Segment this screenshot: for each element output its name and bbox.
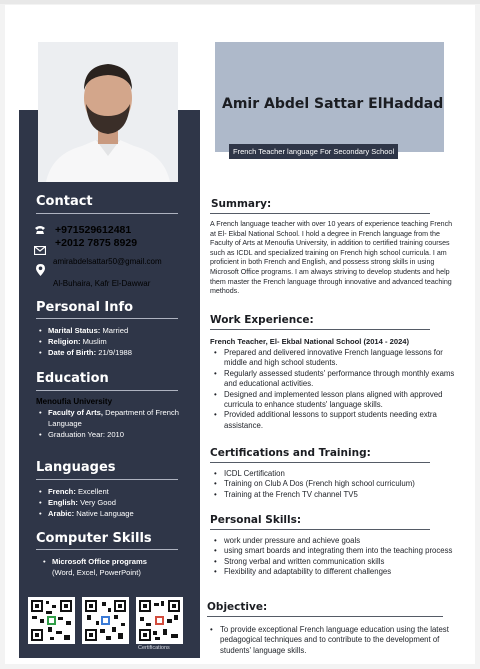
list-item: • Designed and implemented lesson plans aligned with approved curricula to enhance students' language skills.	[211, 390, 459, 411]
work-list	[211, 348, 459, 431]
personal-info-heading: Personal Info	[36, 300, 134, 315]
personal-skills-list	[211, 536, 459, 578]
work-divider	[210, 329, 430, 330]
list-item: • To provide exceptional French language education using the latest pedagogical techniques and to contribute to the development of students' language skills.	[207, 625, 459, 656]
phone-number-2[interactable]: +2012 7875 8929	[55, 237, 138, 249]
list-item: • Training on Club A Dos (French high school curriculum)	[211, 479, 459, 489]
phone-icon	[33, 224, 47, 236]
computer-skills-divider	[36, 549, 178, 550]
qr-codes	[28, 597, 183, 644]
personal-info-divider	[36, 318, 178, 319]
list-item: • ICDL Certification	[211, 469, 459, 479]
certifications-heading: Certifications and Training:	[210, 447, 371, 459]
contact-divider	[36, 213, 178, 214]
list-item: • Microsoft Office programs (Word, Excel, PowerPoint)	[42, 556, 192, 578]
education-divider	[36, 390, 178, 391]
list-item: • Flexibility and adaptability to different challenges	[211, 567, 459, 577]
qr-code[interactable]	[136, 597, 183, 644]
phone-row	[33, 224, 137, 250]
list-item: • Training at the French TV channel TV5	[211, 490, 459, 500]
mail-icon	[33, 244, 47, 256]
languages-heading: Languages	[36, 460, 116, 475]
list-item: • Prepared and delivered innovative French language lessons for middle and high school students.	[211, 348, 459, 369]
personal-skills-heading: Personal Skills:	[210, 514, 302, 526]
computer-skills-heading: Computer Skills	[36, 531, 152, 546]
certifications-divider	[210, 462, 430, 463]
address-text: Al-Buhaira, Kafr El-Dawwar	[53, 279, 151, 288]
list-item: • French: Excellent	[38, 486, 188, 497]
summary-text: A French language teacher with over 10 years of experience teaching French at El- Ekbal National School. I hold a degree in French language from the Faculty of Arts at Menoufia University, in addition to certified training courses such as ICDL and specialized training on French high school curricula. I am proficient in both French and English, and possess strong skills in using Microsoft Office programs. I am always striving to develop students and help them master the French language through innovative and advanced teaching methods.	[210, 220, 453, 296]
list-item: • Strong verbal and written communication skills	[211, 557, 459, 567]
list-item: • Date of Birth: 21/9/1988	[38, 347, 188, 358]
list-item: • using smart boards and integrating them into the teaching process	[211, 546, 459, 556]
objective-list	[207, 625, 459, 656]
job-title-badge: French Teacher language For Secondary School	[229, 144, 398, 159]
full-name: Amir Abdel Sattar ElHaddad	[222, 96, 444, 112]
certifications-list	[211, 469, 459, 500]
list-item: • Arabic: Native Language	[38, 508, 188, 519]
objective-heading: Objective:	[207, 601, 268, 613]
list-item: • Religion: Muslim	[38, 336, 188, 347]
top-border	[0, 0, 480, 4]
list-item: • English: Very Good	[38, 497, 188, 508]
qr-code[interactable]	[28, 597, 75, 644]
profile-photo	[38, 42, 178, 182]
education-heading: Education	[36, 371, 109, 386]
list-item: • work under pressure and achieve goals	[211, 536, 459, 546]
list-item: • Marital Status: Married	[38, 325, 188, 336]
mail-icon-row	[33, 244, 47, 256]
list-item: • Faculty of Arts, Department of French Language	[38, 407, 188, 429]
personal-info-list	[38, 325, 188, 358]
languages-list	[38, 486, 188, 519]
personal-skills-divider	[210, 529, 430, 530]
education-list	[38, 407, 188, 440]
languages-divider	[36, 479, 178, 480]
work-heading: Work Experience:	[210, 314, 314, 326]
location-pin-icon	[33, 264, 47, 276]
phone-number-1[interactable]: +971529612481	[55, 224, 132, 236]
qr-code[interactable]	[82, 597, 129, 644]
address-row	[53, 279, 150, 288]
summary-heading: Summary:	[211, 198, 272, 210]
summary-divider	[210, 213, 430, 214]
list-item: • Regularly assessed students' performance through monthly exams and educational activities.	[211, 369, 459, 390]
university-name: Menoufia University	[36, 397, 113, 406]
list-item: • Graduation Year: 2010	[38, 429, 188, 440]
email-address[interactable]: amirabdelsattar50@gmail.com	[53, 257, 162, 266]
computer-skills-list	[42, 556, 192, 578]
contact-heading: Contact	[36, 194, 93, 209]
job-title: French Teacher, El- Ekbal National School (2014 - 2024)	[210, 337, 410, 346]
qr-caption: Certifications	[138, 645, 170, 651]
email-row	[53, 257, 162, 266]
location-icon-row	[33, 264, 47, 276]
objective-divider	[207, 616, 443, 617]
list-item: • Provided additional lessons to support students needing extra assistance.	[211, 410, 459, 431]
